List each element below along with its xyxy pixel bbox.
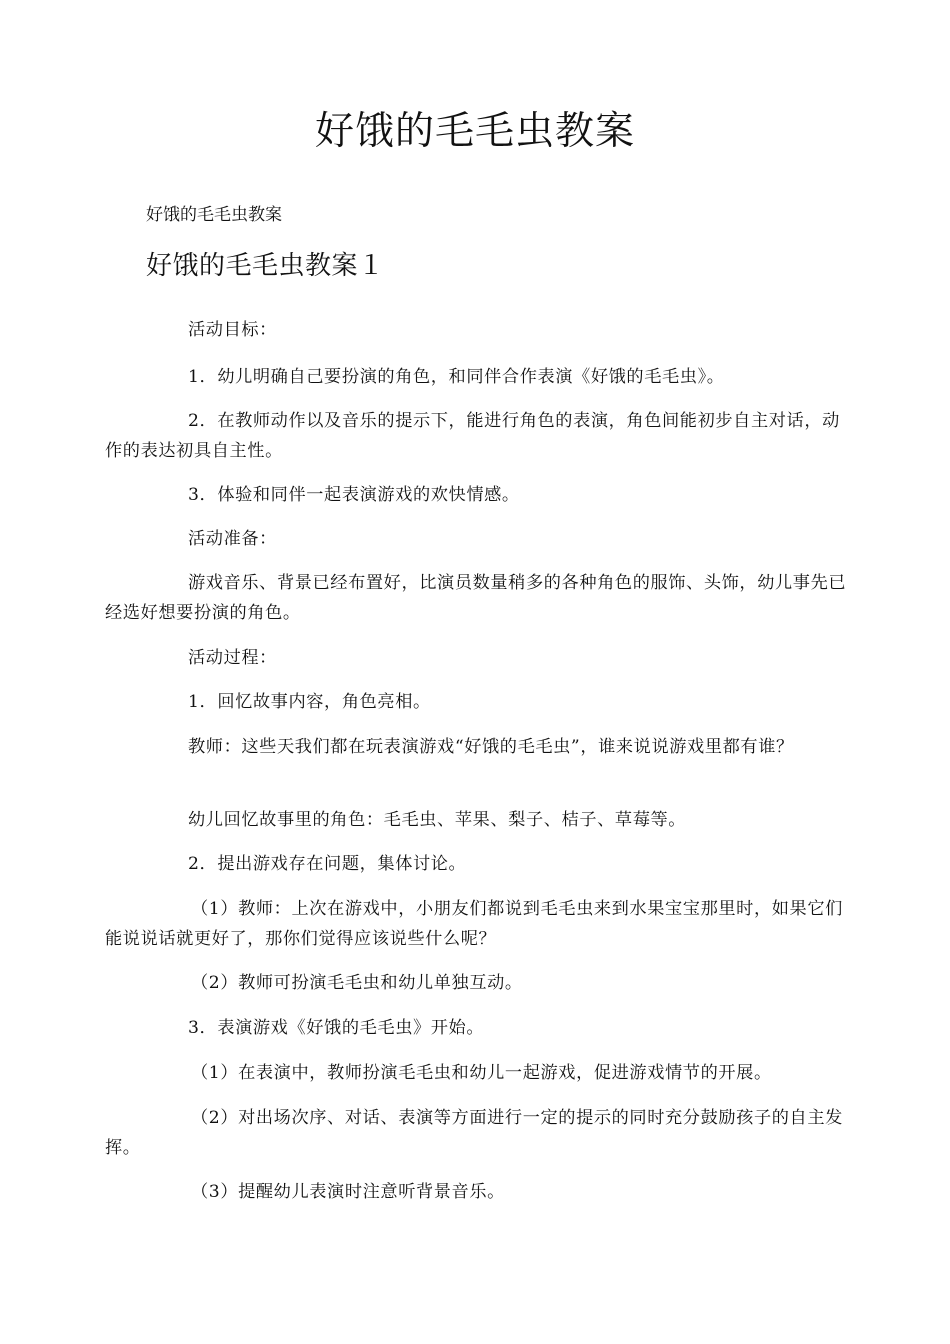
paragraph-process-label: 活动过程： <box>188 648 277 668</box>
paragraph-teacher-question: 教师：这些天我们都在玩表演游戏“好饿的毛毛虫”，谁来说说游戏里都有谁？ <box>188 737 794 757</box>
paragraph-step-1: 1．回忆故事内容，角色亮相。 <box>188 692 431 712</box>
paragraph-step-3-3: （3）提醒幼儿表演时注意听背景音乐。 <box>191 1182 505 1202</box>
paragraph-step-3-1: （1）在表演中，教师扮演毛毛虫和幼儿一起游戏，促进游戏情节的开展。 <box>191 1063 772 1083</box>
paragraph-prep-text: 游戏音乐、背景已经布置好，比演员数量稍多的各种角色的服饰、头饰，幼儿事先已经选好想要扮演的角色。 <box>105 573 847 623</box>
paragraph-children-recall: 幼儿回忆故事里的角色：毛毛虫、苹果、梨子、桔子、草莓等。 <box>188 810 687 830</box>
section-heading: 好饿的毛毛虫教案１ <box>146 251 385 281</box>
paragraph-goals-label: 活动目标： <box>188 320 277 340</box>
paragraph-step-2-2: （2）教师可扮演毛毛虫和幼儿单独互动。 <box>191 973 523 993</box>
paragraph-step-2: 2．提出游戏存在问题，集体讨论。 <box>188 854 467 874</box>
paragraph-step-2-1: （1）教师：上次在游戏中，小朋友们都说到毛毛虫来到水果宝宝那里时，如果它们能说说话就更好了，那你们觉得应该说些什么呢？ <box>105 899 843 949</box>
paragraph-goal-2: 2．在教师动作以及音乐的提示下，能进行角色的表演，角色间能初步自主对话，动作的表达初具自主性。 <box>105 411 840 461</box>
document-title: 好饿的毛毛虫教案 <box>314 109 635 154</box>
paragraph-prep-label: 活动准备： <box>188 529 277 549</box>
document-subtitle: 好饿的毛毛虫教案 <box>146 205 282 225</box>
paragraph-step-3-2: （2）对出场次序、对话、表演等方面进行一定的提示的同时充分鼓励孩子的自主发挥。 <box>105 1108 843 1158</box>
paragraph-goal-3: 3．体验和同伴一起表演游戏的欢快情感。 <box>188 485 520 505</box>
paragraph-step-3: 3．表演游戏《好饿的毛毛虫》开始。 <box>188 1018 485 1038</box>
paragraph-goal-1: 1．幼儿明确自己要扮演的角色，和同伴合作表演《好饿的毛毛虫》。 <box>188 367 725 387</box>
